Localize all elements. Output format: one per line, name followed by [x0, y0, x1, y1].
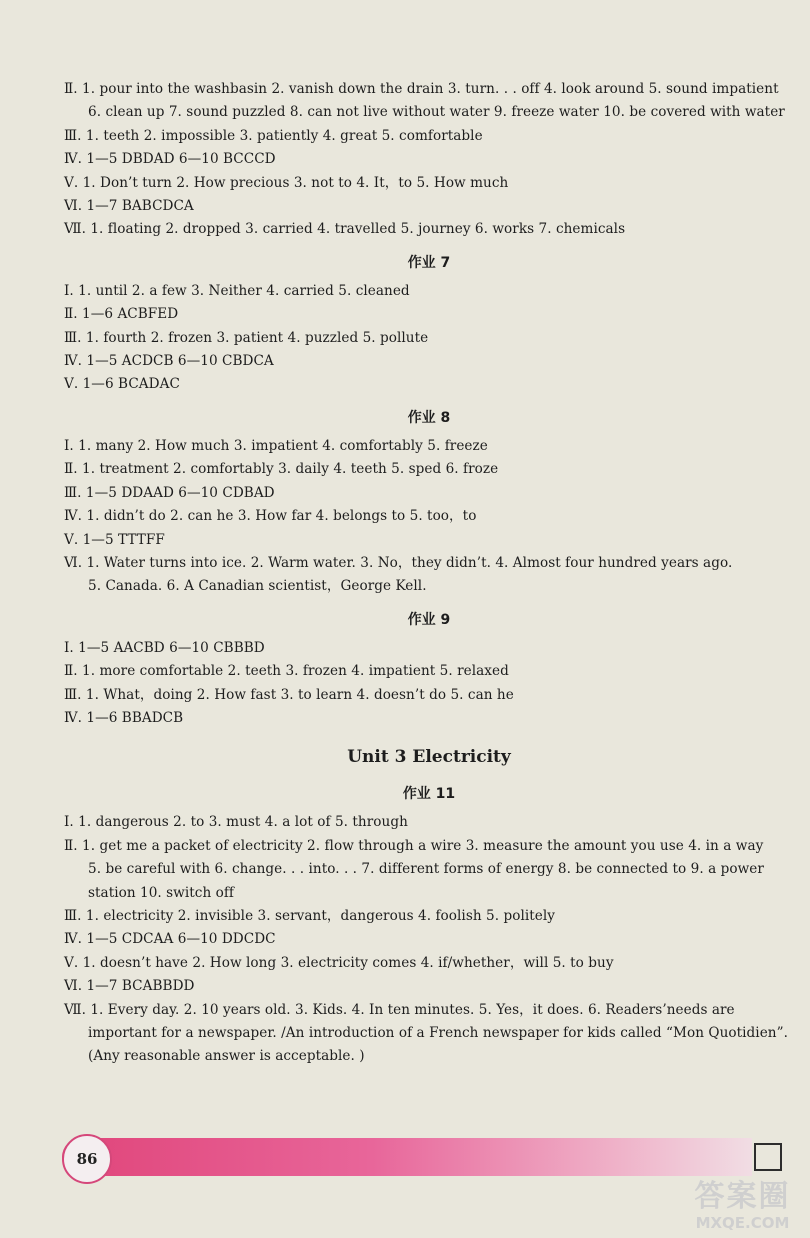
answer-line: Ⅲ. 1. teeth 2. impossible 3. patiently 4. great 5. comfortable	[64, 127, 483, 144]
answer-line: Ⅰ. 1. until 2. a few 3. Neither 4. carried 5. cleaned	[64, 282, 410, 299]
answer-line: Ⅳ. 1—5 CDCAA 6—10 DDCDC	[64, 931, 276, 948]
answer-line: Ⅳ. 1—6 BBADCB	[64, 709, 184, 726]
unit-title: Unit 3 Electricity	[347, 747, 511, 768]
watermark-url: MXQE.COM	[695, 1214, 790, 1232]
corner-box-icon	[754, 1143, 782, 1171]
answer-line: Ⅱ. 1—6 ACBFED	[64, 306, 179, 323]
answer-line: Ⅵ. 1—7 BCABBDD	[64, 978, 195, 995]
watermark-logo	[680, 1180, 805, 1236]
answer-line: Ⅴ. 1—6 BCADAC	[64, 376, 180, 393]
answer-line: Ⅲ. 1. fourth 2. frozen 3. patient 4. puzzled 5. pollute	[64, 329, 429, 346]
answer-line: station 10. switch off	[88, 884, 235, 901]
answer-line: Ⅱ. 1. more comfortable 2. teeth 3. frozen 4. impatient 5. relaxed	[64, 663, 509, 680]
answer-line: Ⅵ. 1—7 BABCDCA	[64, 198, 194, 215]
watermark-text: 答案圈	[694, 1179, 791, 1214]
section-heading-7: 作业 7	[407, 254, 451, 271]
answer-line: Ⅰ. 1. many 2. How much 3. impatient 4. comfortably 5. freeze	[64, 437, 488, 454]
answer-line: Ⅶ. 1. Every day. 2. 10 years old. 3. Kids. 4. In ten minutes. 5. Yes，it does. 6. Readers’needs are	[64, 1001, 735, 1018]
section-heading-11: 作业 11	[402, 786, 456, 803]
answer-line: 5. Canada. 6. A Canadian scientist，George Kell.	[88, 578, 427, 595]
answer-line: 5. be careful with 6. change. . . into. . . 7. different forms of energy 8. be connected to 9. a power	[88, 861, 764, 878]
answer-line: Ⅵ. 1. Water turns into ice. 2. Warm water. 3. No，they didn’t. 4. Almost four hundred years ago.	[64, 554, 733, 571]
answer-line: important for a newspaper. /An introduction of a French newspaper for kids called “Mon Quotidien”.	[88, 1025, 788, 1041]
answer-line: Ⅳ. 1—5 ACDCB 6—10 CBDCA	[64, 353, 274, 370]
section-heading-9: 作业 9	[407, 611, 451, 628]
answer-line: Ⅱ. 1. treatment 2. comfortably 3. daily 4. teeth 5. sped 6. froze	[64, 461, 499, 478]
answers-top	[64, 78, 794, 242]
answers-section-11	[64, 811, 794, 1068]
section-heading-8: 作业 8	[407, 409, 451, 426]
page-number: 86	[62, 1134, 112, 1184]
answer-line: Ⅴ. 1. doesn’t have 2. How long 3. electricity comes 4. if/whether，will 5. to buy	[64, 954, 614, 971]
answer-line: Ⅱ. 1. get me a packet of electricity 2. flow through a wire 3. measure the amount you use 4. in a way	[64, 837, 764, 854]
answers-section-8	[64, 435, 794, 599]
answer-line: Ⅳ. 1. didn’t do 2. can he 3. How far 4. belongs to 5. too，to	[64, 508, 477, 525]
answer-line: Ⅲ. 1. What，doing 2. How fast 3. to learn 4. doesn’t do 5. can he	[64, 686, 514, 703]
footer-bar	[62, 1138, 752, 1176]
answer-line: Ⅶ. 1. floating 2. dropped 3. carried 4. travelled 5. journey 6. works 7. chemicals	[64, 221, 626, 238]
answer-line: Ⅲ. 1. electricity 2. invisible 3. servant，dangerous 4. foolish 5. politely	[64, 907, 555, 924]
answers-section-7	[64, 280, 794, 397]
answer-line: Ⅰ. 1—5 AACBD 6—10 CBBBD	[64, 639, 265, 656]
answers-section-9	[64, 637, 794, 731]
answer-line: (Any reasonable answer is acceptable. )	[88, 1048, 365, 1065]
answer-line: 6. clean up 7. sound puzzled 8. can not live without water 9. freeze water 10. be covered with water	[88, 104, 785, 121]
answer-content	[64, 78, 794, 1069]
answer-line: Ⅰ. 1. dangerous 2. to 3. must 4. a lot of 5. through	[64, 814, 408, 831]
answer-line: Ⅳ. 1—5 DBDAD 6—10 BCCCD	[64, 151, 276, 168]
answer-line: Ⅴ. 1. Don’t turn 2. How precious 3. not to 4. It，to 5. How much	[64, 174, 509, 191]
answer-line: Ⅱ. 1. pour into the washbasin 2. vanish down the drain 3. turn. . . off 4. look around 5. sound impatient	[64, 81, 779, 97]
answer-line: Ⅲ. 1—5 DDAAD 6—10 CDBAD	[64, 484, 275, 501]
answer-line: Ⅴ. 1—5 TTTFF	[64, 531, 165, 548]
